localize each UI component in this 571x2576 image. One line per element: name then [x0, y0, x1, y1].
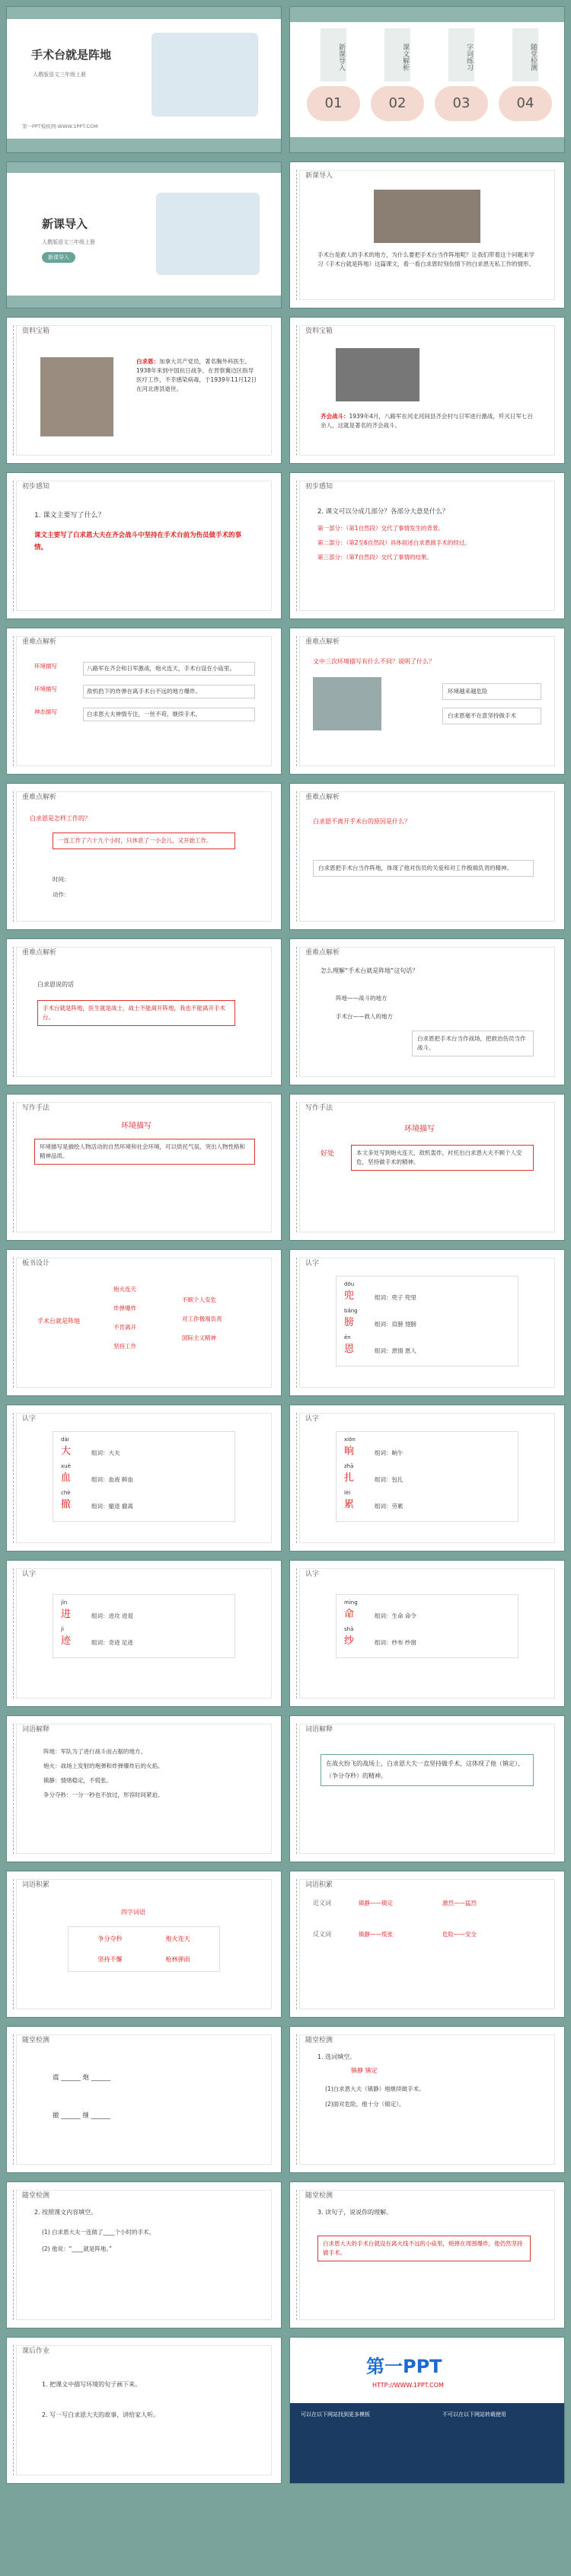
row-value: 敌机扔下的炸弹在离手术台不远的地方爆炸。 [83, 685, 255, 698]
toc-number: 04 [499, 86, 552, 121]
quote-box: 手术台就是阵地，医生就是战士，战士不能离开阵地，我也不能离开手术台。 [37, 1000, 235, 1026]
question: 白求恩说的话 [37, 981, 74, 988]
slide-word-5[interactable] [289, 1560, 565, 1707]
photo [374, 190, 480, 243]
slide-mean-2[interactable] [289, 938, 565, 1085]
section-title: 四字词语 [121, 1909, 145, 1916]
slide-word-4[interactable] [6, 1560, 282, 1707]
board-right: 国际主义精神 [182, 1334, 216, 1341]
item-1: (1)白求恩大夫（镇静）地继续做手术。 [325, 2085, 425, 2092]
pinyin: mìng [344, 1600, 358, 1606]
board-row: 炮火连天 [113, 1286, 136, 1293]
doctor-illustration [152, 33, 258, 117]
slide-test-4[interactable] [289, 2181, 565, 2328]
analysis-row [34, 685, 255, 698]
slide-test-2[interactable] [289, 2026, 565, 2173]
slide-label: 资料宝箱 [305, 328, 333, 335]
character: 进 [61, 1609, 72, 1620]
brand-col-1: 可以在以下网站找到更多模板 [301, 2411, 370, 2418]
char-cell [344, 1490, 375, 1510]
pair-row [313, 1930, 541, 1938]
char-cell [61, 1463, 91, 1484]
board-row: 炸弹爆炸 [113, 1305, 136, 1312]
slide-label: 初步感知 [305, 483, 333, 491]
character: 扎 [344, 1472, 355, 1484]
word-item [344, 1334, 510, 1355]
row-value: 白求恩大夫神情专注，一丝不苟，继续手术。 [83, 708, 255, 721]
pinyin: dōu [344, 1281, 355, 1287]
slide-label: 认字 [22, 1571, 37, 1578]
word-group: 组词：纱布 纱窗 [375, 1639, 416, 1646]
board-row: 坚持工作 [113, 1343, 136, 1350]
character: 命 [344, 1609, 355, 1620]
character: 晌 [344, 1446, 355, 1457]
slide-label: 重难点解析 [305, 638, 340, 646]
pinyin: shā [344, 1626, 354, 1632]
board-right: 对工作极端负责 [182, 1315, 222, 1322]
row-key: 环境描写 [34, 686, 57, 692]
slide-fine-1[interactable] [6, 628, 282, 775]
photo [313, 677, 381, 730]
word-item [344, 1281, 510, 1302]
answer-box-1: 环境越来越危险 [442, 683, 541, 700]
word-group: 组词：生命 命令 [375, 1612, 416, 1619]
character: 撤 [61, 1499, 72, 1510]
character: 血 [61, 1472, 72, 1484]
slide-test-1[interactable] [6, 2026, 282, 2173]
pinyin: dài [61, 1437, 69, 1443]
slide-word-1[interactable] [289, 1249, 565, 1396]
row-2: 手术台——救人的地方 [336, 1013, 393, 1020]
pinyin: ēn [344, 1334, 351, 1341]
bio-name: 齐会战斗： [321, 413, 349, 420]
toc-label: 新课导入 [321, 28, 346, 81]
explain-item: 镇静：情绪稳定，不慌张。 [43, 1777, 112, 1784]
character: 兜 [344, 1290, 355, 1302]
portrait [40, 357, 113, 436]
row-2: 撤 ______ 继 ______ [53, 2112, 111, 2120]
idiom: 炮火连天 [165, 1935, 190, 1942]
slide-bio-1[interactable] [6, 317, 282, 464]
pinyin: chè [61, 1490, 71, 1496]
char-cell [344, 1463, 375, 1484]
slide-build-2[interactable] [289, 1871, 565, 2018]
idiom: 枪林弹雨 [165, 1956, 190, 1963]
row-1: 震 ______ 炮 ______ [53, 2074, 111, 2082]
toc-item[interactable] [307, 25, 360, 132]
character: 纱 [344, 1635, 355, 1647]
item-1: (1) 白求恩大夫一连做了____个小时的手术。 [42, 2229, 155, 2236]
pinyin: bǎng [344, 1308, 358, 1314]
char-cell [344, 1281, 375, 1302]
toc-label: 课文解析 [384, 28, 410, 81]
analysis-row [34, 708, 255, 721]
character: 迹 [61, 1635, 72, 1647]
char-cell [344, 1334, 375, 1355]
question: 1. 选词填空。 [317, 2053, 356, 2060]
word-item [344, 1490, 510, 1510]
part-item: 第三部分：（第7自然段）交代了事情的结果。 [317, 554, 433, 561]
pinyin: xiōn [344, 1437, 356, 1443]
word-item [61, 1437, 227, 1457]
slide-fine-2[interactable] [289, 628, 565, 775]
char-cell [61, 1600, 91, 1620]
slide-read-2[interactable] [289, 472, 565, 619]
side-label: 好处 [321, 1150, 335, 1158]
slide-build-1[interactable] [6, 1871, 282, 2018]
slide-label: 写作手法 [22, 1104, 50, 1112]
slide-intro-text[interactable] [289, 161, 565, 308]
slide-label: 随堂检测 [305, 2037, 333, 2044]
item-2: 2. 写一写白求恩大夫的故事，讲给家人听。 [42, 2411, 160, 2418]
pair-b: 危险——安全 [442, 1931, 477, 1938]
row-key: 环境描写 [34, 663, 57, 670]
slide-label: 认字 [305, 1415, 320, 1423]
char-cell [61, 1626, 91, 1647]
slide-label: 初步感知 [22, 483, 50, 491]
slide-word-3[interactable] [289, 1405, 565, 1552]
options: 镇静 镇定 [351, 2067, 378, 2074]
toc-number: 03 [435, 86, 488, 121]
character: 大 [61, 1446, 72, 1457]
section-title: 环境描写 [404, 1125, 435, 1133]
explain-item: 阵地：军队为了进行战斗而占据的地方。 [43, 1748, 146, 1755]
toc-number: 01 [307, 86, 360, 121]
slide-label: 资料宝箱 [22, 328, 50, 335]
item-2: (2) 他说：“____就是阵地。” [42, 2245, 113, 2252]
word-item [61, 1490, 227, 1510]
explain-item: 炮火：战场上发射的炮弹和炸弹爆炸后的火焰。 [43, 1763, 164, 1769]
toc-item[interactable] [499, 25, 552, 132]
bio-text: 加拿大共产党员，著名胸外科医生。1938年来到中国抗日战争，在晋察冀边区指导医疗工作，不幸感染病毒，于1939年11月12日在河北唐县逝世。 [136, 358, 257, 392]
slide-label: 重难点解析 [22, 638, 57, 646]
bio-name: 白求恩： [136, 358, 159, 365]
pinyin: jìn [61, 1600, 68, 1606]
cover-subtitle: 人教版语文三年级上册 [33, 72, 86, 78]
character: 累 [344, 1499, 355, 1510]
word-group: 组词：血液 鲜血 [91, 1476, 133, 1483]
brand-url[interactable]: HTTP://WWW.1PPT.COM [372, 2382, 444, 2389]
slide-label: 认字 [22, 1415, 37, 1423]
board-right: 不顾个人安危 [182, 1296, 216, 1303]
word-item [61, 1463, 227, 1484]
pair-row [313, 1899, 541, 1907]
slide-label: 词语积累 [22, 1881, 50, 1889]
brand-col-2: 不可以在以下网站转载使用 [442, 2411, 506, 2418]
word-item [344, 1600, 510, 1620]
question: 白求恩不离开手术台的原因是什么？ [313, 818, 410, 825]
character: 恩 [344, 1344, 355, 1355]
word-group: 组词：包扎 [375, 1476, 404, 1483]
toc-label: 字词练习 [448, 28, 474, 81]
toc-number: 02 [371, 86, 424, 121]
doctor-illustration [156, 193, 260, 275]
benefit-box: 本文多处写到炮火连天，敌机轰炸，衬托出白求恩大夫不顾个人安危，坚持做手术的精神。 [351, 1145, 534, 1171]
brand-logo: 第一PPT [366, 2356, 442, 2377]
fill-box: 在战火纷飞的战场上，白求恩大夫一直坚持做手术，这体现了他（镇定）、（争分夺秒）的精神。 [321, 1754, 534, 1786]
center-topic: 手术台就是阵地 [37, 1318, 80, 1325]
slide-label: 词语积累 [305, 1881, 333, 1889]
slide-read-1[interactable] [6, 472, 282, 619]
intro-text: 手术台是救人的手术的地方，为什么要把手术台当作阵地呢？让我们带着这个问题来学习《手术台就是阵地》这篇课文，看一看白求恩时刻伤情下的白求恩无私工作的情形。 [317, 251, 534, 267]
char-cell [344, 1308, 375, 1328]
row-key: 神态描写 [34, 708, 57, 715]
word-group: 组词：进攻 进退 [91, 1612, 133, 1619]
question: 白求恩是怎样工作的？ [30, 815, 91, 822]
slide-label: 随堂检测 [22, 2192, 50, 2200]
row-1: 阵地——战斗的地方 [336, 995, 388, 1002]
slide-think[interactable] [6, 1249, 282, 1396]
slide-intro[interactable] [6, 161, 282, 308]
slide-toc[interactable] [289, 6, 565, 153]
tag-time: 时间： [53, 876, 70, 883]
answer-box-2: 白求恩毫不在意坚持做手术 [442, 708, 541, 724]
slide-fine-4[interactable] [289, 783, 565, 930]
intro-title: 新课导入 [42, 217, 88, 231]
bio-text: 1939年4月，八路军在河北河间县齐会村与日军进行激战，歼灭日军七百余人，这就是著名的齐会战斗。 [321, 413, 533, 429]
explain-item: 争分夺秒：一分一秒也不放过，形容时间紧迫。 [43, 1791, 164, 1798]
word-item [344, 1308, 510, 1328]
answer: 课文主要写了白求恩大夫在齐会战斗中坚持在手术台前为伤员做手术的事情。 [34, 532, 242, 551]
cover-footer: 第一PPT模板网-WWW.1PPT.COM [22, 123, 98, 129]
analysis-row [34, 662, 255, 676]
word-group: 组词：大夫 [91, 1449, 120, 1456]
pinyin: zhā [344, 1463, 354, 1469]
slide-label: 重难点解析 [22, 949, 57, 957]
question: 1. 课文主要写了什么？ [34, 512, 105, 519]
slide-label: 板书设计 [22, 1260, 50, 1267]
pinyin: lèi [344, 1490, 351, 1496]
cover-title: 手术台就是阵地 [31, 48, 112, 62]
word-group: 组词：撤退 撤离 [91, 1503, 133, 1510]
slide-explain-2[interactable] [289, 1715, 565, 1862]
word-item [344, 1626, 510, 1647]
pair-key: 反义词 [313, 1931, 331, 1938]
question: 2. 课文可以分成几部分？各部分大意是什么？ [317, 508, 449, 516]
part-item: 第二部分：（第2至6自然段）具体叙述白求恩做手术的经过。 [317, 539, 471, 546]
tag-action: 动作： [53, 891, 70, 898]
word-group: 组词：晌午 [375, 1449, 404, 1456]
slide-word-2[interactable] [6, 1405, 282, 1552]
slide-test-3[interactable] [6, 2181, 282, 2328]
question: 2. 按照课文内容填空。 [34, 2209, 97, 2216]
board-row: 不肯离开 [113, 1324, 136, 1331]
slide-label: 随堂检测 [22, 2037, 50, 2044]
slide-write-2[interactable] [289, 1094, 565, 1241]
pair-a: 镇静——慌张 [359, 1931, 393, 1938]
word-item [344, 1463, 510, 1484]
slide-mean-1[interactable] [6, 938, 282, 1085]
slide-label: 词语解释 [22, 1726, 50, 1734]
pair-a: 镇静——镇定 [359, 1900, 393, 1906]
pinyin: xuè [61, 1463, 71, 1469]
idiom: 坚持不懈 [97, 1956, 123, 1963]
pair-key: 近义词 [313, 1900, 331, 1906]
question: 怎么理解“手术台就是阵地”这句话？ [321, 967, 419, 974]
item-1: 1. 把课文中描写环境的句子画下来。 [42, 2381, 142, 2388]
word-item [344, 1437, 510, 1457]
word-item [61, 1600, 227, 1620]
pinyin: jì [61, 1626, 64, 1632]
char-cell [344, 1600, 375, 1620]
slide-label: 认字 [305, 1571, 320, 1578]
slide-fine-3[interactable] [6, 783, 282, 930]
word-group: 组词：兜子 兜里 [375, 1294, 416, 1301]
conclusion: 白求恩把手术台当作战场，把救治伤员当作战斗。 [412, 1031, 534, 1056]
question: 3. 读句子，说说你的理解。 [317, 2209, 393, 2216]
word-group: 组词：肩膀 翅膀 [375, 1321, 416, 1328]
question: 文中三次环境描写有什么不同？说明了什么？ [313, 658, 435, 665]
photo [336, 348, 419, 401]
pair-b: 激烈——猛烈 [442, 1900, 477, 1906]
word-item [61, 1626, 227, 1647]
slide-label: 新课导入 [305, 172, 333, 180]
character: 膀 [344, 1317, 355, 1328]
answer-box: 白求恩把手术台当作阵地，体现了他对伤员的关爱和对工作极端负责的精神。 [313, 860, 534, 877]
answer-box: 白求恩大夫的手术台就设在离火线不远的小庙里，炮弹在周围爆炸，他仍然坚持做手术。 [317, 2236, 531, 2261]
highlight-box: 一连工作了六十九个小时，只休息了一小会儿，又开始工作。 [53, 833, 235, 849]
definition-box: 环境描写是描绘人物活动的自然环境和社会环境，可以烘托气氛，突出人物性格和精神品质。 [34, 1139, 255, 1165]
section-title: 环境描写 [121, 1122, 152, 1130]
intro-button[interactable]: 新课导入 [42, 252, 75, 263]
char-cell [344, 1437, 375, 1457]
slide-label: 随堂检测 [305, 2192, 333, 2200]
slide-label: 重难点解析 [305, 949, 340, 957]
slide-label: 重难点解析 [22, 794, 57, 801]
slide-label: 重难点解析 [305, 794, 340, 801]
row-value: 八路军在齐会和日军激战，炮火连天，手术台设在小庙里。 [83, 662, 255, 676]
item-2: (2)面对危险，他十分（镇定）。 [325, 2101, 405, 2108]
slide-explain-1[interactable] [6, 1715, 282, 1862]
slide-cover[interactable] [6, 6, 282, 153]
slide-brand[interactable] [289, 2337, 565, 2484]
word-group: 组词：劳累 [375, 1503, 404, 1510]
slide-homework[interactable] [6, 2337, 282, 2484]
char-cell [61, 1490, 91, 1510]
char-cell [344, 1626, 375, 1647]
slide-label: 写作手法 [305, 1104, 333, 1112]
toc-item[interactable] [435, 25, 488, 132]
toc-item[interactable] [371, 25, 424, 132]
slide-bio-2[interactable] [289, 317, 565, 464]
slide-label: 词语解释 [305, 1726, 333, 1734]
intro-subtitle: 人教版语文三年级上册 [42, 239, 95, 245]
toc-label: 随堂检测 [512, 28, 538, 81]
slide-label: 课后作业 [22, 2347, 50, 2355]
part-item: 第一部分：（第1自然段）交代了事情发生的背景。 [317, 525, 445, 532]
word-group: 组词：恩情 恩人 [375, 1347, 416, 1354]
char-cell [61, 1437, 91, 1457]
idiom: 争分夺秒 [97, 1935, 123, 1942]
slide-write-1[interactable] [6, 1094, 282, 1241]
slide-label: 认字 [305, 1260, 320, 1267]
word-group: 组词：奇迹 足迹 [91, 1639, 133, 1646]
